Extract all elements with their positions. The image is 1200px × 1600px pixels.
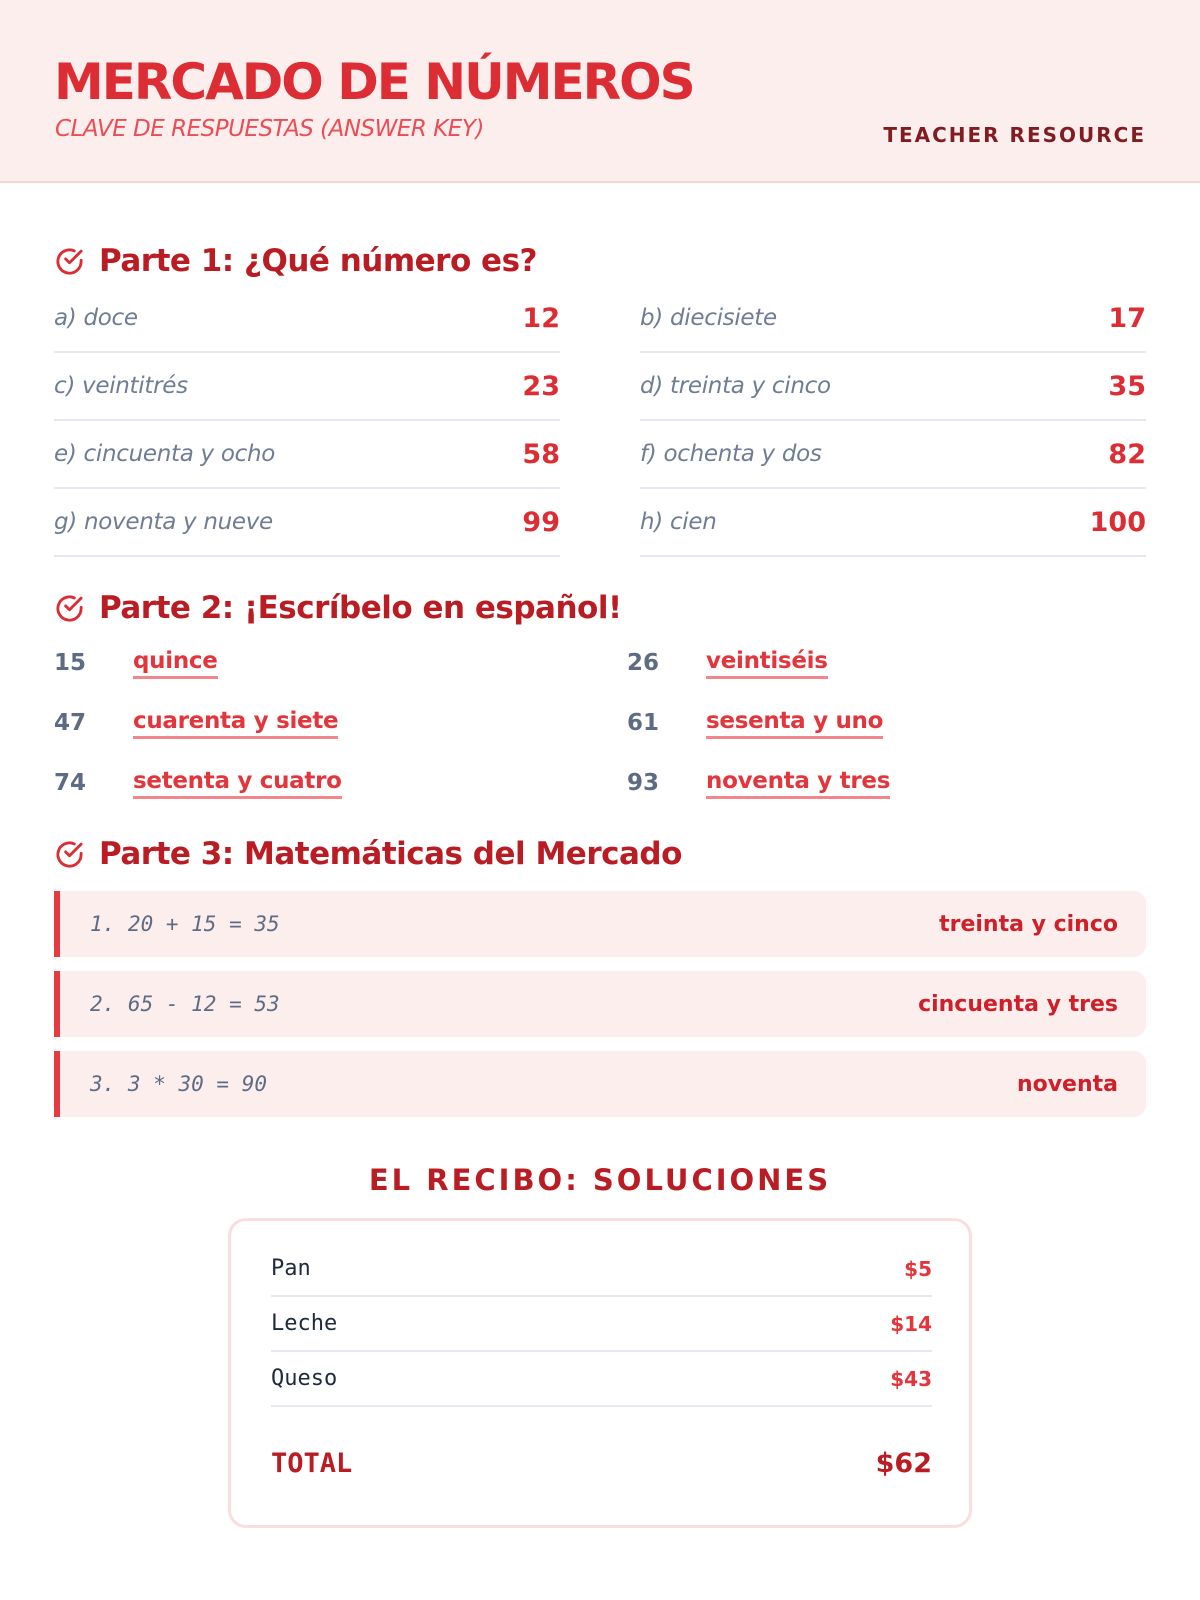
part3-item [54, 1051, 1146, 1117]
part3-heading [54, 832, 682, 876]
item-answer: veintiséis [706, 648, 828, 679]
part2-item [54, 763, 342, 803]
part2-title: Parte 2: ¡Escríbelo en español! [99, 590, 622, 626]
check-circle-icon [54, 839, 85, 870]
item-equation: 1. 20 + 15 = 35 [90, 912, 280, 936]
item-answer: 58 [522, 438, 560, 470]
item-word: h) cien [640, 509, 717, 535]
item-answer: treinta y cinco [939, 911, 1118, 937]
check-circle-icon [54, 593, 85, 624]
item-answer: sesenta y uno [706, 708, 883, 739]
receipt-item-name: Leche [271, 1311, 338, 1336]
page-title: MERCADO DE NÚMEROS [54, 53, 694, 111]
part2-item [627, 643, 828, 683]
part1-item-b [640, 285, 1146, 353]
item-equation: 2. 65 - 12 = 53 [90, 992, 280, 1016]
part1-item-h [640, 489, 1146, 557]
receipt-item-name: Queso [271, 1366, 338, 1391]
receipt-row [271, 1352, 932, 1407]
receipt-item-price: $14 [890, 1311, 932, 1336]
item-word: e) cincuenta y ocho [54, 441, 276, 467]
item-answer: cincuenta y tres [918, 991, 1118, 1017]
teacher-resource-badge: TEACHER RESOURCE [883, 123, 1146, 147]
part2-item [627, 703, 883, 743]
item-word: f) ochenta y dos [640, 441, 822, 467]
receipt-total-row [271, 1439, 932, 1487]
item-answer: 100 [1089, 506, 1146, 538]
part1-item-f [640, 421, 1146, 489]
part3-title: Parte 3: Matemáticas del Mercado [99, 836, 682, 872]
item-answer: noventa y tres [706, 768, 890, 799]
receipt-total-label: TOTAL [271, 1447, 353, 1479]
item-number: 74 [54, 770, 87, 796]
receipt-row [271, 1242, 932, 1297]
item-answer: cuarenta y siete [133, 708, 338, 739]
item-word: b) diecisiete [640, 305, 777, 331]
item-answer: 99 [522, 506, 560, 538]
part3-item [54, 971, 1146, 1037]
receipt-item-price: $5 [904, 1256, 932, 1281]
receipt-item-name: Pan [271, 1256, 311, 1281]
part1-heading [54, 239, 537, 283]
item-number: 93 [627, 770, 660, 796]
item-answer: 82 [1108, 438, 1146, 470]
receipt-card [228, 1218, 972, 1528]
item-word: d) treinta y cinco [640, 373, 831, 399]
item-number: 26 [627, 650, 660, 676]
part1-item-d [640, 353, 1146, 421]
part1-item-a [54, 285, 560, 353]
item-answer: 23 [522, 370, 560, 402]
item-equation: 3. 3 * 30 = 90 [90, 1072, 268, 1096]
part1-item-e [54, 421, 560, 489]
item-answer: noventa [1016, 1071, 1118, 1097]
page-subtitle: CLAVE DE RESPUESTAS (ANSWER KEY) [55, 116, 484, 142]
page-header [0, 0, 1200, 183]
item-number: 61 [627, 710, 660, 736]
item-word: g) noventa y nueve [54, 509, 273, 535]
part1-item-c [54, 353, 560, 421]
item-word: c) veintitrés [54, 373, 188, 399]
part1-item-g [54, 489, 560, 557]
part2-heading [54, 586, 622, 630]
item-number: 47 [54, 710, 87, 736]
part2-item [54, 643, 218, 683]
item-number: 15 [54, 650, 87, 676]
item-answer: 17 [1108, 302, 1146, 334]
item-answer: quince [133, 648, 218, 679]
part2-item [54, 703, 338, 743]
item-word: a) doce [54, 305, 138, 331]
receipt-title: EL RECIBO: SOLUCIONES [368, 1163, 832, 1197]
check-circle-icon [54, 246, 85, 277]
part3-item [54, 891, 1146, 957]
part1-title: Parte 1: ¿Qué número es? [99, 243, 538, 279]
item-answer: 12 [522, 302, 560, 334]
receipt-item-price: $43 [890, 1366, 932, 1391]
receipt-row [271, 1297, 932, 1352]
part2-item [627, 763, 890, 803]
receipt-total-value: $62 [875, 1447, 932, 1479]
item-answer: setenta y cuatro [133, 768, 342, 799]
item-answer: 35 [1108, 370, 1146, 402]
